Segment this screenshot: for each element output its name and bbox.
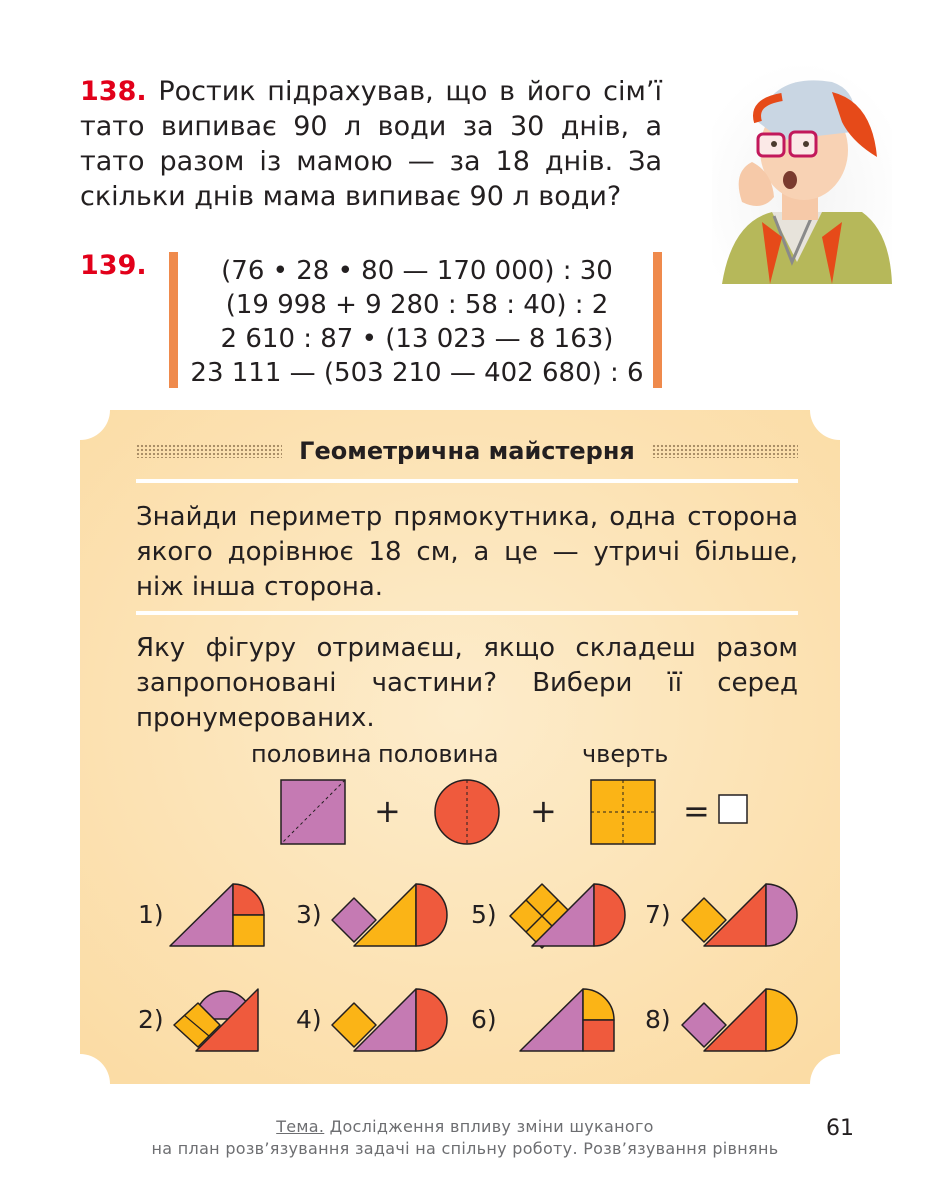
- option-figure-5: [506, 880, 628, 950]
- equals-sign: =: [683, 792, 710, 830]
- plus-sign: +: [374, 792, 401, 830]
- topic-label: Тема.: [276, 1117, 325, 1136]
- panel-title-row: [136, 434, 798, 468]
- option-label: 3): [296, 900, 322, 929]
- divider: [136, 479, 798, 483]
- footer-line: Дослідження впливу зміни шуканого: [324, 1117, 654, 1136]
- boy-illustration: [712, 62, 892, 284]
- plus-sign: +: [530, 792, 557, 830]
- red-circle-half: [434, 779, 500, 845]
- option-label: 8): [645, 1005, 671, 1034]
- option-figure-8: [680, 985, 806, 1055]
- option-figure-2: [172, 985, 264, 1055]
- expression: 2 610 : 87 • (13 023 — 8 163): [220, 324, 614, 354]
- purple-square-half: [280, 779, 346, 845]
- option-label: 1): [138, 900, 164, 929]
- expression: (19 998 + 9 280 : 58 : 40) : 2: [225, 290, 609, 320]
- option-label: 6): [471, 1005, 497, 1034]
- yellow-square-quarter: [590, 779, 656, 845]
- dotted-decoration: [652, 444, 798, 458]
- option-figure-4: [330, 985, 456, 1055]
- option-label: 7): [645, 900, 671, 929]
- part-label: половина: [251, 740, 372, 768]
- option-figure-6: [516, 985, 620, 1055]
- option-figure-3: [330, 880, 456, 950]
- perimeter-task: Знайди периметр прямокутника, одна сторона якого дорівнює 18 см, а це — утричі більше, ніж інша сторона.: [136, 502, 798, 602]
- dotted-decoration: [136, 444, 282, 458]
- panel-title: Геометрична майстерня: [299, 437, 635, 465]
- part-label: чверть: [582, 740, 669, 768]
- task-138: [80, 74, 662, 214]
- task-number: 139.: [80, 250, 147, 281]
- expression-bar-left: [169, 252, 178, 388]
- page-number: 61: [826, 1116, 854, 1141]
- answer-box: [718, 794, 748, 824]
- expression: (76 • 28 • 80 — 170 000) : 30: [221, 256, 613, 286]
- figure-task: Яку фігуру отримаєш, якщо складеш разом запропоновані частини? Вибери її серед пронумерованих.: [136, 633, 798, 733]
- footer-line: на план розв’язування задачі на спільну роботу. Розв’язування рівнянь: [151, 1139, 779, 1158]
- expression-list: [180, 254, 654, 390]
- option-label: 4): [296, 1005, 322, 1034]
- page-footer: [100, 1116, 830, 1160]
- part-label: половина: [378, 740, 499, 768]
- divider: [136, 611, 798, 615]
- option-label: 2): [138, 1005, 164, 1034]
- expression-bar-right: [653, 252, 662, 388]
- task-text: Ростик підрахував, що в його сім’ї тато випиває 90 л води за 30 днів, а тато разом із мамою — за 18 днів. За скільки днів мама випиває 90 л води?: [80, 76, 662, 212]
- option-label: 5): [471, 900, 497, 929]
- expression: 23 111 — (503 210 — 402 680) : 6: [190, 358, 644, 388]
- option-figure-7: [680, 880, 806, 950]
- task-number: 138.: [80, 76, 147, 107]
- option-figure-1: [166, 880, 270, 950]
